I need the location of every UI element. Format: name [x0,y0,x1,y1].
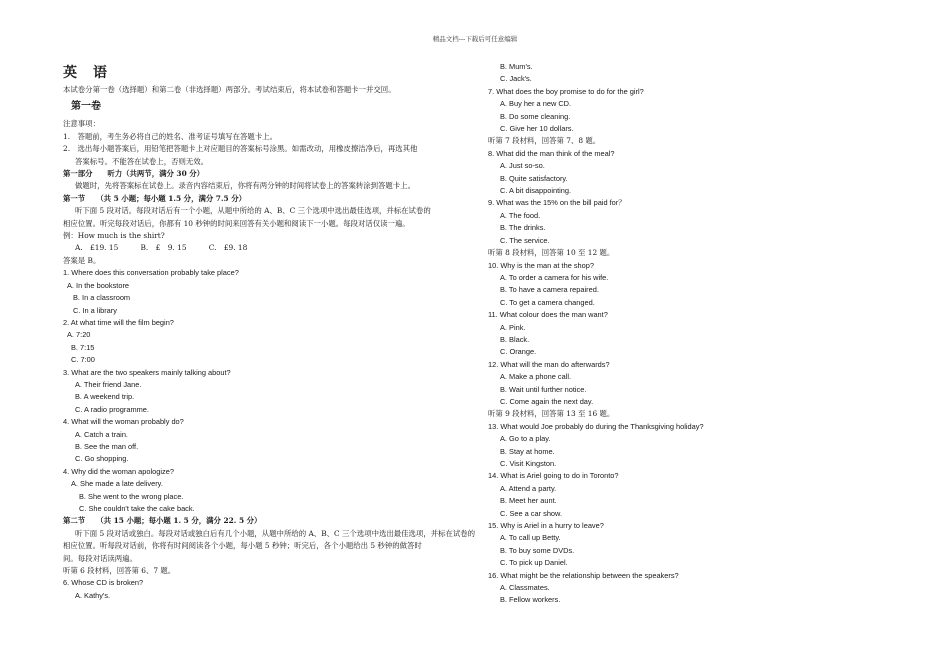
question-5-option-c: C. She couldn't take the cake back. [79,504,195,513]
notes-heading: 注意事项： [63,119,100,129]
question-16-option-b: B. Fellow workers. [500,595,561,605]
intro-text: 本试卷分第一卷（选择题）和第二卷（非选择题）两部分。考试结束后，将本试卷和答题卡一并交回。 [63,85,396,94]
question-7-option-b: B. Do some cleaning. [500,111,571,121]
question-6-option-c: C. Jack's. [500,74,532,84]
example-question: 例：How much is the shirt? [63,231,165,241]
question-12: 12. What will the man do afterwards? [488,359,610,369]
question-1-option-a: A. In the bookstore [67,280,130,290]
section1-instruction-a: 听下面 5 段对话。每段对话后有一个小题，从题中所给的 A、B、C 三个选项中选出最佳选项，并标在试卷的 [75,206,431,216]
section2-heading: 第二节 （共 15 小题；每小题 1. 5 分，满分 22. 5 分） [63,516,262,526]
question-3-option-a: A. Their friend Jane. [75,379,142,389]
question-10: 10. Why is the man at the shop? [488,260,594,270]
question-13-option-a: A. Go to a play. [500,434,551,444]
question-15-option-c: C. To pick up Daniel. [500,558,568,568]
note-2b: 答案标号。不能答在试卷上，否则无效。 [75,156,209,166]
question-14-option-b: B. Meet her aunt. [500,496,557,506]
question-13-option-c: C. Visit Kingston. [500,459,557,468]
question-7-option-c: C. Give her 10 dollars. [500,124,574,134]
example-options: A. £19. 15 B. £ 9. 15 C. £9. 18 [75,243,248,253]
question-1-option-b: B. In a classroom [73,293,131,303]
question-5-option-a: A. She made a late delivery. [71,479,163,489]
part1-instruction: 做题时，先将答案标在试卷上。录音内容结束后，你将有两分钟的时间将试卷上的答案转涂到答题卡上。 [75,181,415,191]
question-8-option-a: A. Just so-so. [500,161,545,171]
question-3: 3. What are the two speakers mainly talking about? [63,367,231,377]
question-3-option-b: B. A weekend trip. [75,392,135,402]
question-6: 6. Whose CD is broken? [63,578,144,588]
right-column [488,61,908,607]
question-7-option-a: A. Buy her a new CD. [500,99,572,109]
question-4-option-a: A. Catch a train. [75,429,128,439]
question-10-option-a: A. To order a camera for his wife. [500,272,609,282]
question-14: 14. What is Ariel going to do in Toronto? [488,471,619,481]
question-2-option-b: B. 7:15 [71,342,95,352]
question-10-option-b: B. To have a camera repaired. [500,285,599,295]
question-7: 7. What does the boy promise to do for the girl? [488,86,644,96]
question-2: 2. At what time will the film begin? [63,317,174,327]
question-15: 15. Why is Ariel in a hurry to leave? [488,521,604,531]
section2-instruction-b: 相应位置。听每段对话前，你将有时间阅读各个小题，每小题 5 秒钟；听完后，各个小题给出 5 秒钟的做答时 [63,541,422,551]
question-14-option-a: A. Attend a party. [500,483,557,493]
part1-heading: 第一部分 听力（共两节，满分 30 分） [63,169,205,179]
question-12-option-c: C. Come again the next day. [500,396,594,406]
question-9-option-c: C. The service. [500,235,550,245]
part1-title: 第一卷 [71,101,101,113]
question-13-option-b: B. Stay at home. [500,446,555,456]
material-9-note: 听第 9 段材料，回答第 13 至 16 题。 [488,409,615,419]
example-answer: 答案是 B。 [63,255,101,265]
section1-instruction-b: 相应位置。听完每段对话后，你都有 10 秒钟的时间来回答有关小题和阅读下一小题。每段对话仅读一遍。 [63,218,410,228]
section2-instruction-c: 间。每段对话读两遍。 [63,553,137,563]
note-2a: 2. 选出每小题答案后，用铅笔把答题卡上对应题目的答案标号涂黑。如需改动，用橡皮擦洁净后，再选其他 [63,144,418,154]
note-1: 1. 答题前，考生务必将自己的姓名、准考证号填写在答题卡上。 [63,131,277,141]
question-11: 11. What colour does the man want? [488,310,608,320]
question-16: 16. What might be the relationship between the speakers? [488,570,679,580]
question-14-option-c: C. See a car show. [500,508,563,518]
header-note: 精品文档---下载后可任意编辑 [432,35,518,43]
question-4-option-b: B. See the man off. [75,441,139,451]
question-11-option-c: C. Orange. [500,347,537,357]
material-8-note: 听第 8 段材料，回答第 10 至 12 题。 [488,248,615,258]
question-9-option-b: B. The drinks. [500,223,546,233]
question-2-option-a: A. 7:20 [67,330,91,340]
question-3-option-c: C. A radio programme. [75,404,149,414]
question-4: 4. What will the woman probably do? [63,417,184,427]
question-5-option-b: B. She went to the wrong place. [79,491,184,501]
question-8-option-c: C. A bit disappointing. [500,186,572,196]
question-15-option-b: B. To buy some DVDs. [500,545,575,555]
question-12-option-a: A. Make a phone call. [500,372,572,382]
question-4-option-c: C. Go shopping. [75,454,129,464]
question-8-option-b: B. Quite satisfactory. [500,173,568,183]
question-11-option-b: B. Black. [500,334,530,344]
question-9: 9. What was the 15% on the bill paid for？ [488,198,626,208]
question-5: 4. Why did the woman apologize? [63,466,174,476]
question-6-option-b: B. Mum's. [500,62,533,71]
question-1-option-c: C. In a library [73,305,117,315]
question-12-option-b: B. Wait until further notice. [500,384,587,394]
question-10-option-c: C. To get a camera changed. [500,297,595,307]
question-9-option-a: A. The food. [500,210,541,220]
question-13: 13. What would Joe probably do during the Thanksgiving holiday? [488,421,704,431]
left-column [63,60,476,602]
section2-instruction-a: 听下面 5 段对话或独白。每段对话或独白后有几个小题，从题中所给的 A、B、C 三个选项中选出最佳选项，并标在试卷的 [75,528,476,538]
question-16-option-a: A. Classmates. [500,583,550,593]
question-11-option-a: A. Pink. [500,322,526,332]
page-title: 英 语 [63,65,108,81]
question-1: 1. Where does this conversation probably take place? [63,268,239,278]
question-2-option-c: C. 7:00 [71,355,95,365]
section1-heading: 第一节 （共 5 小题；每小题 1.5 分，满分 7.5 分） [63,193,247,203]
question-8: 8. What did the man think of the meal? [488,148,615,158]
question-15-option-a: A. To call up Betty. [500,533,561,543]
material-7-note: 听第 7 段材料，回答第 7、8 题。 [488,136,601,146]
material-6-note: 听第 6 段材料，回答第 6、7 题。 [63,566,176,576]
question-6-option-a: A. Kathy's. [75,590,111,600]
